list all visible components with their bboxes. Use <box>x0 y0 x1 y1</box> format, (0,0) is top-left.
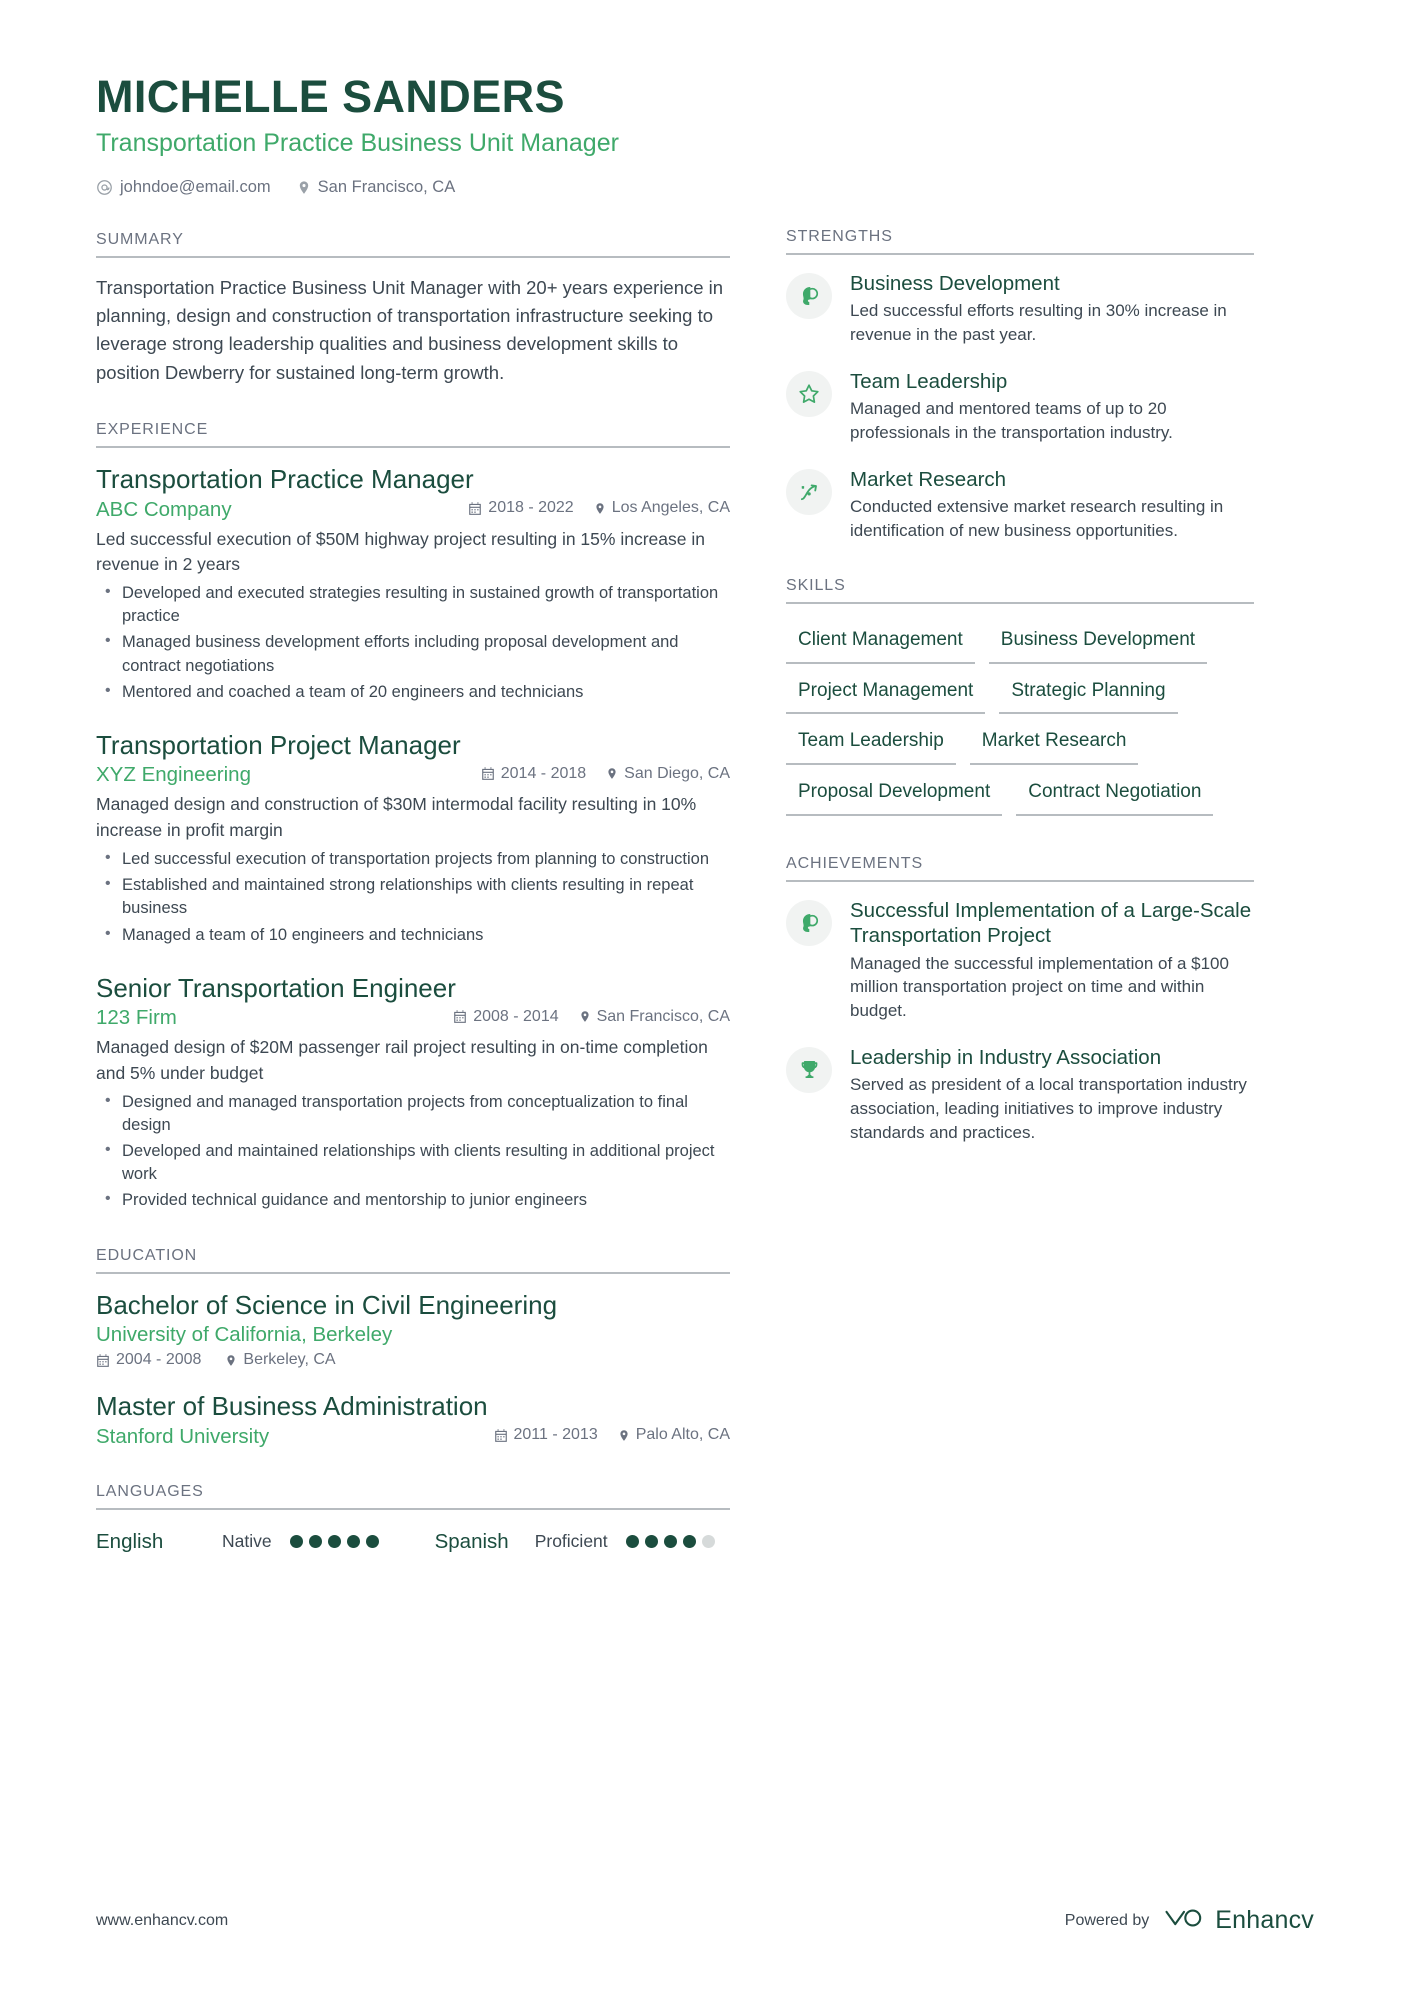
job-bullet-list <box>96 1091 730 1212</box>
job-title: Transportation Project Manager <box>96 729 461 760</box>
achievement-entry <box>786 898 1254 1023</box>
summary-text: Transportation Practice Business Unit Manager with 20+ years experience in planning, design and construction of transportation infrastructure seeking to leverage strong leadership qualities and business development skills to position Dewberry for sustained long-term growth. <box>96 276 724 383</box>
education-location-text: Berkeley, CA <box>243 1351 336 1369</box>
head-lightbulb-icon <box>786 273 832 319</box>
calendar-icon <box>468 501 482 516</box>
skill-tag[interactable]: Strategic Planning <box>999 677 1177 715</box>
candidate-headline: Transportation Practice Business Unit Manager <box>96 129 619 158</box>
powered-by-block <box>1065 1904 1314 1937</box>
enhancv-logo-icon <box>1163 1904 1205 1937</box>
language-dot <box>664 1535 677 1548</box>
education-entry <box>96 1391 730 1449</box>
enhancv-brand[interactable] <box>1163 1904 1314 1937</box>
job-dates <box>453 1008 558 1026</box>
skill-tag[interactable]: Proposal Development <box>786 778 1002 816</box>
calendar-icon <box>494 1428 508 1443</box>
section-achievements <box>786 855 1254 1145</box>
at-icon <box>96 179 113 196</box>
strength-title: Market Research <box>850 468 1007 491</box>
section-skills <box>786 577 1254 829</box>
job-company: 123 Firm <box>96 1006 177 1030</box>
education-dates-text: 2011 - 2013 <box>513 1426 598 1444</box>
job-bullet: • Developed and maintained relationships with clients resulting in additional project work <box>96 1140 730 1186</box>
achievement-title: Successful Implementation of a Large-Scale Transportation Project <box>850 898 1252 948</box>
map-pin-icon <box>594 501 606 516</box>
map-pin-icon <box>297 179 311 196</box>
education-meta-row <box>96 1351 730 1369</box>
achievement-entry <box>786 1045 1254 1145</box>
achievement-description: Served as president of a local transportation industry association, leading initiatives to improve industry standards and practices. <box>850 1075 1247 1142</box>
strength-entry <box>786 369 1254 445</box>
experience-entry <box>96 973 730 1213</box>
language-entry <box>435 1530 715 1554</box>
strength-entry <box>786 467 1254 543</box>
education-dates <box>96 1351 201 1369</box>
job-location-text: Los Angeles, CA <box>611 499 730 517</box>
strengths-list <box>786 255 1254 543</box>
experience-entry <box>96 464 730 704</box>
email-text: johndoe@email.com <box>120 177 271 196</box>
job-meta-row <box>96 1006 730 1030</box>
footer-website[interactable]: www.enhancv.com <box>96 1911 229 1929</box>
section-languages <box>96 1483 730 1554</box>
calendar-icon <box>453 1009 467 1024</box>
education-dates-text: 2004 - 2008 <box>116 1351 202 1369</box>
language-name: English <box>96 1529 164 1553</box>
section-title-languages: LANGUAGES <box>96 1483 730 1510</box>
skill-tag[interactable]: Client Management <box>786 626 975 664</box>
skills-list <box>786 620 1254 829</box>
section-title-summary: SUMMARY <box>96 231 730 258</box>
strength-entry <box>786 271 1254 347</box>
language-name: Spanish <box>434 1529 509 1553</box>
job-location <box>606 765 730 783</box>
candidate-name: MICHELLE SANDERS <box>96 71 565 122</box>
achievements-list <box>786 882 1254 1145</box>
powered-by-label: Powered by <box>1064 1911 1150 1929</box>
contact-email[interactable] <box>96 178 271 197</box>
job-dates <box>468 499 573 517</box>
skill-tag[interactable]: Project Management <box>786 677 985 715</box>
achievement-body <box>850 898 1254 1023</box>
strength-title: Business Development <box>850 272 1060 295</box>
trophy-icon <box>786 1047 832 1093</box>
languages-list <box>96 1526 730 1554</box>
job-bullet: • Mentored and coached a team of 20 engineers and technicians <box>96 681 730 704</box>
job-company: XYZ Engineering <box>96 763 251 787</box>
language-level: Proficient <box>534 1531 608 1552</box>
section-education <box>96 1247 730 1449</box>
calendar-icon <box>481 766 495 781</box>
job-dates-text: 2014 - 2018 <box>500 764 587 782</box>
job-description: Led successful execution of $50M highway project resulting in 15% increase in revenue in 2 years <box>96 528 705 574</box>
achievement-body <box>850 1045 1254 1145</box>
job-dates-text: 2018 - 2022 <box>488 499 574 517</box>
education-school: University of California, Berkeley <box>96 1323 393 1347</box>
strength-body <box>850 467 1254 543</box>
language-dot <box>309 1535 322 1548</box>
map-pin-icon <box>618 1428 630 1443</box>
section-title-achievements: ACHIEVEMENTS <box>786 855 1254 882</box>
section-title-experience: EXPERIENCE <box>96 421 730 448</box>
section-summary <box>96 231 730 387</box>
education-school: Stanford University <box>96 1424 270 1448</box>
job-bullet: • Managed a team of 10 engineers and technicians <box>96 924 730 947</box>
job-title: Transportation Practice Manager <box>96 463 474 494</box>
education-list <box>96 1274 730 1449</box>
map-pin-icon <box>225 1353 237 1368</box>
job-location-text: San Francisco, CA <box>596 1007 730 1025</box>
section-experience <box>96 421 730 1213</box>
strength-description: Conducted extensive market research resulting in identification of new business opportunities. <box>850 497 1224 541</box>
job-meta-row <box>96 498 730 522</box>
language-dot <box>366 1535 379 1548</box>
job-bullet: • Designed and managed transportation projects from conceptualization to final design <box>96 1091 730 1137</box>
star-icon <box>786 371 832 417</box>
job-bullet: • Managed business development efforts including proposal development and contract negotiations <box>96 631 730 677</box>
strength-body <box>850 369 1254 445</box>
strength-title: Team Leadership <box>850 370 1008 393</box>
education-degree: Master of Business Administration <box>96 1391 488 1422</box>
contact-row <box>96 178 730 197</box>
language-dot <box>626 1535 639 1548</box>
language-rating <box>626 1535 715 1548</box>
education-school-row <box>96 1425 730 1449</box>
section-title-strengths: STRENGTHS <box>786 228 1254 255</box>
job-bullet: • Led successful execution of transportation projects from planning to construction <box>96 848 730 871</box>
section-title-skills: SKILLS <box>786 577 1254 604</box>
skill-tag[interactable]: Market Research <box>970 727 1139 765</box>
job-description: Managed design and construction of $30M intermodal facility resulting in 10% increase in profit margin <box>96 794 697 840</box>
enhancv-wordmark: Enhancv <box>1215 1906 1314 1934</box>
job-dates <box>481 765 586 783</box>
job-location <box>594 499 730 517</box>
job-location <box>579 1008 730 1026</box>
job-location-text: San Diego, CA <box>624 764 730 782</box>
job-dates-text: 2008 - 2014 <box>473 1007 559 1025</box>
map-pin-icon <box>606 766 618 781</box>
right-column <box>786 72 1254 1554</box>
strength-description: Managed and mentored teams of up to 20 professionals in the transportation industry. <box>850 399 1173 443</box>
contact-location <box>297 178 456 197</box>
language-dot <box>645 1535 658 1548</box>
section-strengths <box>786 228 1254 543</box>
location-text: San Francisco, CA <box>317 177 456 196</box>
trending-arrow-icon <box>786 469 832 515</box>
language-rating <box>290 1535 379 1548</box>
experience-list <box>96 448 730 1213</box>
job-company: ABC Company <box>96 497 232 521</box>
job-description: Managed design of $20M passenger rail project resulting in on-time completion and 5% under budget <box>96 1037 708 1083</box>
language-dot <box>290 1535 303 1548</box>
job-bullet: • Provided technical guidance and mentorship to junior engineers <box>96 1189 730 1212</box>
job-bullet-list <box>96 848 730 946</box>
skill-tag[interactable]: Contract Negotiation <box>1016 778 1213 816</box>
skill-tag[interactable]: Business Development <box>989 626 1207 664</box>
page-footer <box>96 1904 1314 1937</box>
education-location <box>225 1351 335 1369</box>
skill-tag[interactable]: Team Leadership <box>786 727 956 765</box>
language-dot <box>328 1535 341 1548</box>
language-dot <box>347 1535 360 1548</box>
section-title-education: EDUCATION <box>96 1247 730 1274</box>
strength-body <box>850 271 1254 347</box>
map-pin-icon <box>579 1009 591 1024</box>
achievement-description: Managed the successful implementation of a $100 million transportation project on time and within budget. <box>850 953 1229 1021</box>
education-school-row <box>96 1323 730 1347</box>
education-dates <box>494 1426 598 1444</box>
language-dot <box>683 1535 696 1548</box>
left-column <box>96 72 786 1554</box>
job-bullet: • Developed and executed strategies resulting in sustained growth of transportation practice <box>96 582 730 628</box>
job-title: Senior Transportation Engineer <box>96 972 456 1003</box>
achievement-title: Leadership in Industry Association <box>850 1045 1162 1069</box>
experience-entry <box>96 730 730 947</box>
job-meta-row <box>96 763 730 787</box>
job-bullet-list <box>96 582 730 703</box>
head-lightbulb-icon <box>786 900 832 946</box>
education-location-text: Palo Alto, CA <box>635 1426 730 1444</box>
calendar-icon <box>96 1353 110 1368</box>
language-level: Native <box>222 1531 272 1552</box>
resume-header <box>96 72 730 197</box>
language-entry <box>96 1530 379 1554</box>
education-location <box>618 1426 730 1444</box>
language-dot <box>702 1535 715 1548</box>
strength-description: Led successful efforts resulting in 30% increase in revenue in the past year. <box>850 301 1227 345</box>
education-entry <box>96 1290 730 1370</box>
education-degree: Bachelor of Science in Civil Engineering <box>96 1289 558 1320</box>
job-bullet: • Established and maintained strong relationships with clients resulting in repeat business <box>96 874 730 920</box>
